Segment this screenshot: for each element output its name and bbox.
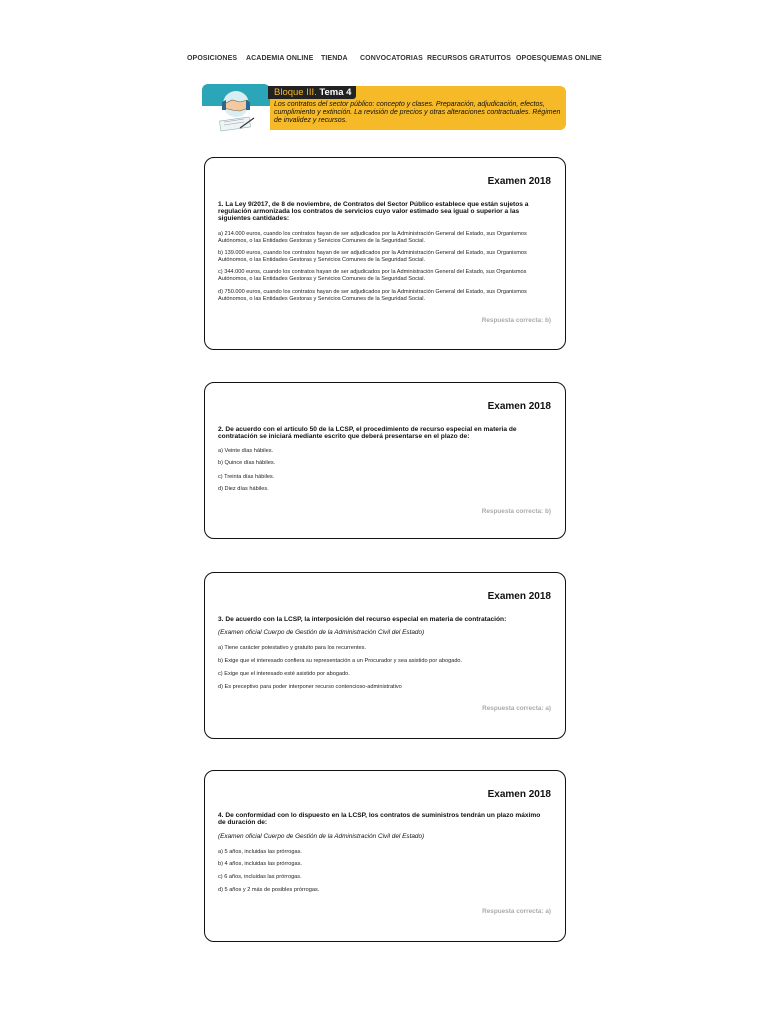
question-card — [204, 382, 566, 539]
topic-banner — [202, 84, 566, 134]
handshake-icon — [202, 84, 270, 134]
option-d: d) 5 años y 2 más de posibles prórrogas. — [218, 887, 320, 893]
option-a: a) Tiene carácter potestativo y gratuito para los recurrentes. — [218, 645, 366, 651]
question-text: 1. La Ley 9/2017, de 8 de noviembre, de Contratos del Sector Público establece que están sujetos a regulación armonizada los contratos de servicios cuyo valor estimado sea igual o superior a las siguientes cantidades: — [218, 201, 529, 222]
exam-year: Examen 2018 — [487, 789, 551, 800]
option-c: c) Exige que el interesado esté asistido por abogado. — [218, 671, 350, 677]
nav-link-recursos-gratuitos[interactable]: RECURSOS GRATUITOS — [427, 55, 511, 62]
option-c: c) Treinta días hábiles. — [218, 474, 275, 480]
banner-title — [274, 87, 351, 98]
option-d: d) Diez días hábiles. — [218, 486, 269, 492]
option-a: a) 214.000 euros, cuando los contratos hayan de ser adjudicados por la Administración General del Estado, sus Organismos Autónomos, o las Entidades Gestoras y Servicios Comunes de la Seguridad Social. — [218, 231, 527, 244]
question-card — [204, 157, 566, 350]
nav-link-oposiciones[interactable]: OPOSICIONES — [187, 55, 238, 62]
top-nav — [0, 55, 768, 65]
nav-link-tienda[interactable]: TIENDA — [321, 55, 348, 62]
question-text: 3. De acuerdo con la LCSP, la interposición del recurso especial en materia de contratación: — [218, 616, 507, 623]
question-source: (Examen oficial Cuerpo de Gestión de la Administración Civil del Estado) — [218, 833, 425, 840]
banner-description: Los contratos del sector público: concepto y clases. Preparación, adjudicación, efectos, cumplimiento y extinción. La revisión de precios y otras alteraciones contractuales. Régimen de invalidez y recursos. — [274, 101, 561, 124]
option-b: b) 4 años, incluidas las prórrogas. — [218, 861, 302, 867]
correct-answer: Respuesta correcta: a) — [482, 705, 551, 712]
question-card — [204, 572, 566, 739]
banner-tema: Tema 4 — [319, 87, 352, 98]
option-b: b) Exige que el interesado confiera su representación a un Procurador y sea asistido por abogado. — [218, 658, 463, 664]
nav-link-convocatorias[interactable]: CONVOCATORIAS — [360, 55, 423, 62]
banner-illustration — [202, 84, 270, 134]
option-a: a) 5 años, incluidas las prórrogas. — [218, 849, 302, 855]
option-d: d) Es preceptivo para poder interponer recurso contencioso-administrativo — [218, 684, 402, 690]
question-source: (Examen oficial Cuerpo de Gestión de la Administración Civil del Estado) — [218, 629, 425, 636]
correct-answer: Respuesta correcta: b) — [481, 508, 551, 515]
option-a: a) Veinte días hábiles. — [218, 448, 274, 454]
option-c: c) 344.000 euros, cuando los contratos hayan de ser adjudicados por la Administración General del Estado, sus Organismos Autónomos, o las Entidades Gestoras y Servicios Comunes de la Seguridad Social. — [218, 269, 527, 282]
question-text: 2. De acuerdo con el artículo 50 de la LCSP, el procedimiento de recurso especial en materia de contratación se iniciará mediante escrito que deberá presentarse en el plazo de: — [218, 426, 517, 440]
nav-link-opoesquemas-online[interactable]: OPOESQUEMAS ONLINE — [516, 55, 602, 62]
exam-year: Examen 2018 — [487, 176, 551, 187]
correct-answer: Respuesta correcta: a) — [482, 908, 551, 915]
exam-year: Examen 2018 — [487, 401, 551, 412]
option-d: d) 750.000 euros, cuando los contratos hayan de ser adjudicados por la Administración General del Estado, sus Organismos Autónomos, o las Entidades Gestoras y Servicios Comunes de la Seguridad Social. — [218, 289, 527, 302]
option-b: b) 139.000 euros, cuando los contratos hayan de ser adjudicados por la Administración General del Estado, sus Organismos Autónomos, o las Entidades Gestoras y Servicios Comunes de la Seguridad Social. — [218, 250, 527, 263]
correct-answer: Respuesta correcta: b) — [481, 317, 551, 324]
exam-year: Examen 2018 — [487, 591, 551, 602]
option-c: c) 6 años, incluidas las prórrogas. — [218, 874, 302, 880]
banner-bloque: Bloque III. — [274, 87, 317, 98]
question-card — [204, 770, 566, 942]
option-b: b) Quince días hábiles. — [218, 460, 276, 466]
question-text: 4. De conformidad con lo dispuesto en la LCSP, los contratos de suministros tendrán un plazo máximo de duración de: — [218, 812, 541, 826]
nav-link-academia-online[interactable]: ACADEMIA ONLINE — [246, 55, 314, 62]
